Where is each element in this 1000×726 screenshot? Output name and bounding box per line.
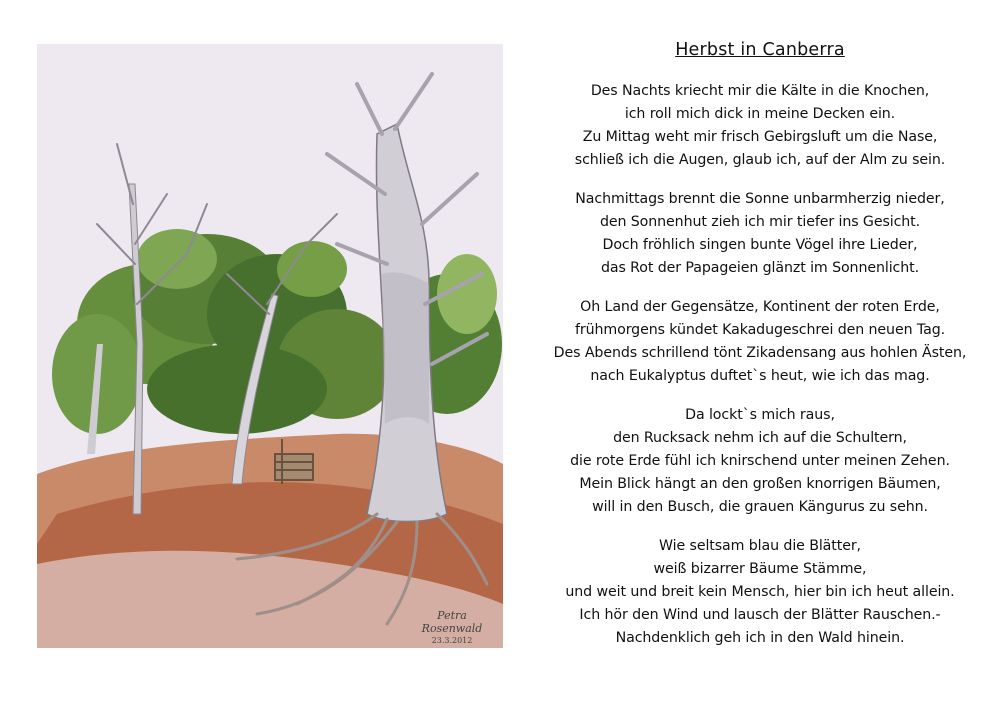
poem-line: schließ ich die Augen, glaub ich, auf der Alm zu sein. — [574, 152, 946, 168]
poem-line: weiß bizarrer Bäume Stämme, — [653, 561, 867, 577]
painting-illustration — [37, 44, 503, 648]
poem-line: Mein Blick hängt an den großen knorrigen Bäumen, — [579, 476, 941, 492]
poem-line: Des Nachts kriecht mir die Kälte in die Knochen, — [590, 83, 930, 99]
poem-line: Nachmittags brennt die Sonne unbarmherzig nieder, — [575, 191, 945, 207]
poem-title: Herbst in Canberra — [675, 40, 845, 60]
stanza — [520, 404, 1000, 519]
stanza — [520, 296, 1000, 388]
poem-line: das Rot der Papageien glänzt im Sonnenlicht. — [600, 260, 920, 276]
stanza — [520, 535, 1000, 650]
poem-line: den Sonnenhut zieh ich mir tiefer ins Gesicht. — [599, 214, 921, 230]
poem-line: nach Eukalyptus duftet`s heut, wie ich das mag. — [590, 368, 930, 384]
poem-line: Wie seltsam blau die Blätter, — [659, 538, 861, 554]
poem-line: Des Abends schrillend tönt Zikadensang aus hohlen Ästen, — [553, 345, 967, 361]
poem-line: Nachdenklich geh ich in den Wald hinein. — [615, 630, 905, 646]
poem-line: Zu Mittag weht mir frisch Gebirgsluft um die Nase, — [582, 129, 938, 145]
poem-line: Da lockt`s mich raus, — [685, 407, 835, 423]
poem-line: frühmorgens kündet Kakadugeschrei den neuen Tag. — [574, 322, 946, 338]
eucalyptus-painting — [37, 44, 503, 648]
artist-signature — [412, 609, 492, 645]
poem-line: ich roll mich dick in meine Decken ein. — [624, 106, 896, 122]
poem-line: die rote Erde fühl ich knirschend unter meinen Zehen. — [570, 453, 950, 469]
signature-date: 23.3.2012 — [431, 636, 473, 645]
poem-line: will in den Busch, die grauen Kängurus zu sehn. — [592, 499, 928, 515]
poem — [520, 40, 1000, 666]
poem-line: Doch fröhlich singen bunte Vögel ihre Lieder, — [602, 237, 918, 253]
stanza — [520, 188, 1000, 280]
poem-line: und weit und breit kein Mensch, hier bin ich heut allein. — [565, 584, 955, 600]
poem-line: Oh Land der Gegensätze, Kontinent der roten Erde, — [580, 299, 940, 315]
signature-name: Petra Rosenwald — [421, 609, 483, 635]
poem-line: Ich hör den Wind und lausch der Blätter Rauschen.- — [579, 607, 941, 623]
stanza — [520, 80, 1000, 172]
poem-line: den Rucksack nehm ich auf die Schultern, — [613, 430, 907, 446]
